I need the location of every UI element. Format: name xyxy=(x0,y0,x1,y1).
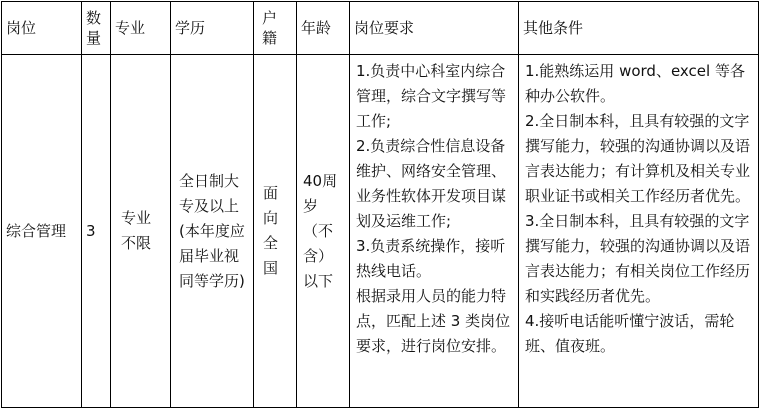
other-item: 1.能熟练运用 word、excel 等各种办公软件。 xyxy=(525,62,745,105)
cell-major: 专业不限 xyxy=(111,55,171,408)
cell-position: 综合管理 xyxy=(2,55,82,408)
other-item: 3.全日制本科，且具有较强的文字撰写能力，较强的沟通协调以及语言表达能力；有相关岗位工作经历和实践经历者优先。 xyxy=(525,212,751,305)
header-major: 专业 xyxy=(111,2,171,55)
requirement-item: 1.负责中心科室内综合管理，综合文字撰写等工作; xyxy=(356,62,507,130)
header-age: 年龄 xyxy=(297,2,350,55)
cell-age: 40周岁（不含）以下 xyxy=(297,55,350,408)
header-row xyxy=(2,2,759,55)
header-hukou: 户籍 xyxy=(254,2,297,55)
header-other: 其他条件 xyxy=(519,2,759,55)
requirement-item: 2.负责综合性信息设备维护、网络安全管理、业务性软体开发项目谋划及运维工作; xyxy=(356,137,507,230)
header-count: 数量 xyxy=(82,2,111,55)
header-requirements: 岗位要求 xyxy=(350,2,519,55)
cell-other xyxy=(519,55,759,408)
recruitment-table xyxy=(1,1,759,408)
header-position: 岗位 xyxy=(2,2,82,55)
requirement-item: 3.负责系统操作，接听热线电话。 xyxy=(356,237,506,280)
header-education: 学历 xyxy=(171,2,254,55)
requirement-item: 根据录用人员的能力特点，匹配上述 3 类岗位要求，进行岗位安排。 xyxy=(356,287,511,355)
cell-hukou: 面向全国 xyxy=(254,55,297,408)
cell-requirements xyxy=(350,55,519,408)
cell-count: 3 xyxy=(82,55,111,408)
table-row xyxy=(2,55,759,408)
other-item: 2.全日制本科，且具有较强的文字撰写能力，较强的沟通协调以及语言表达能力；有计算机及相关专业职业证书或相关工作经历者优先。 xyxy=(525,112,751,205)
cell-education: 全日制大专及以上(本年度应届毕业视同等学历) xyxy=(171,55,254,408)
other-item: 4.接听电话能听懂宁波话，需轮班、值夜班。 xyxy=(525,312,735,355)
